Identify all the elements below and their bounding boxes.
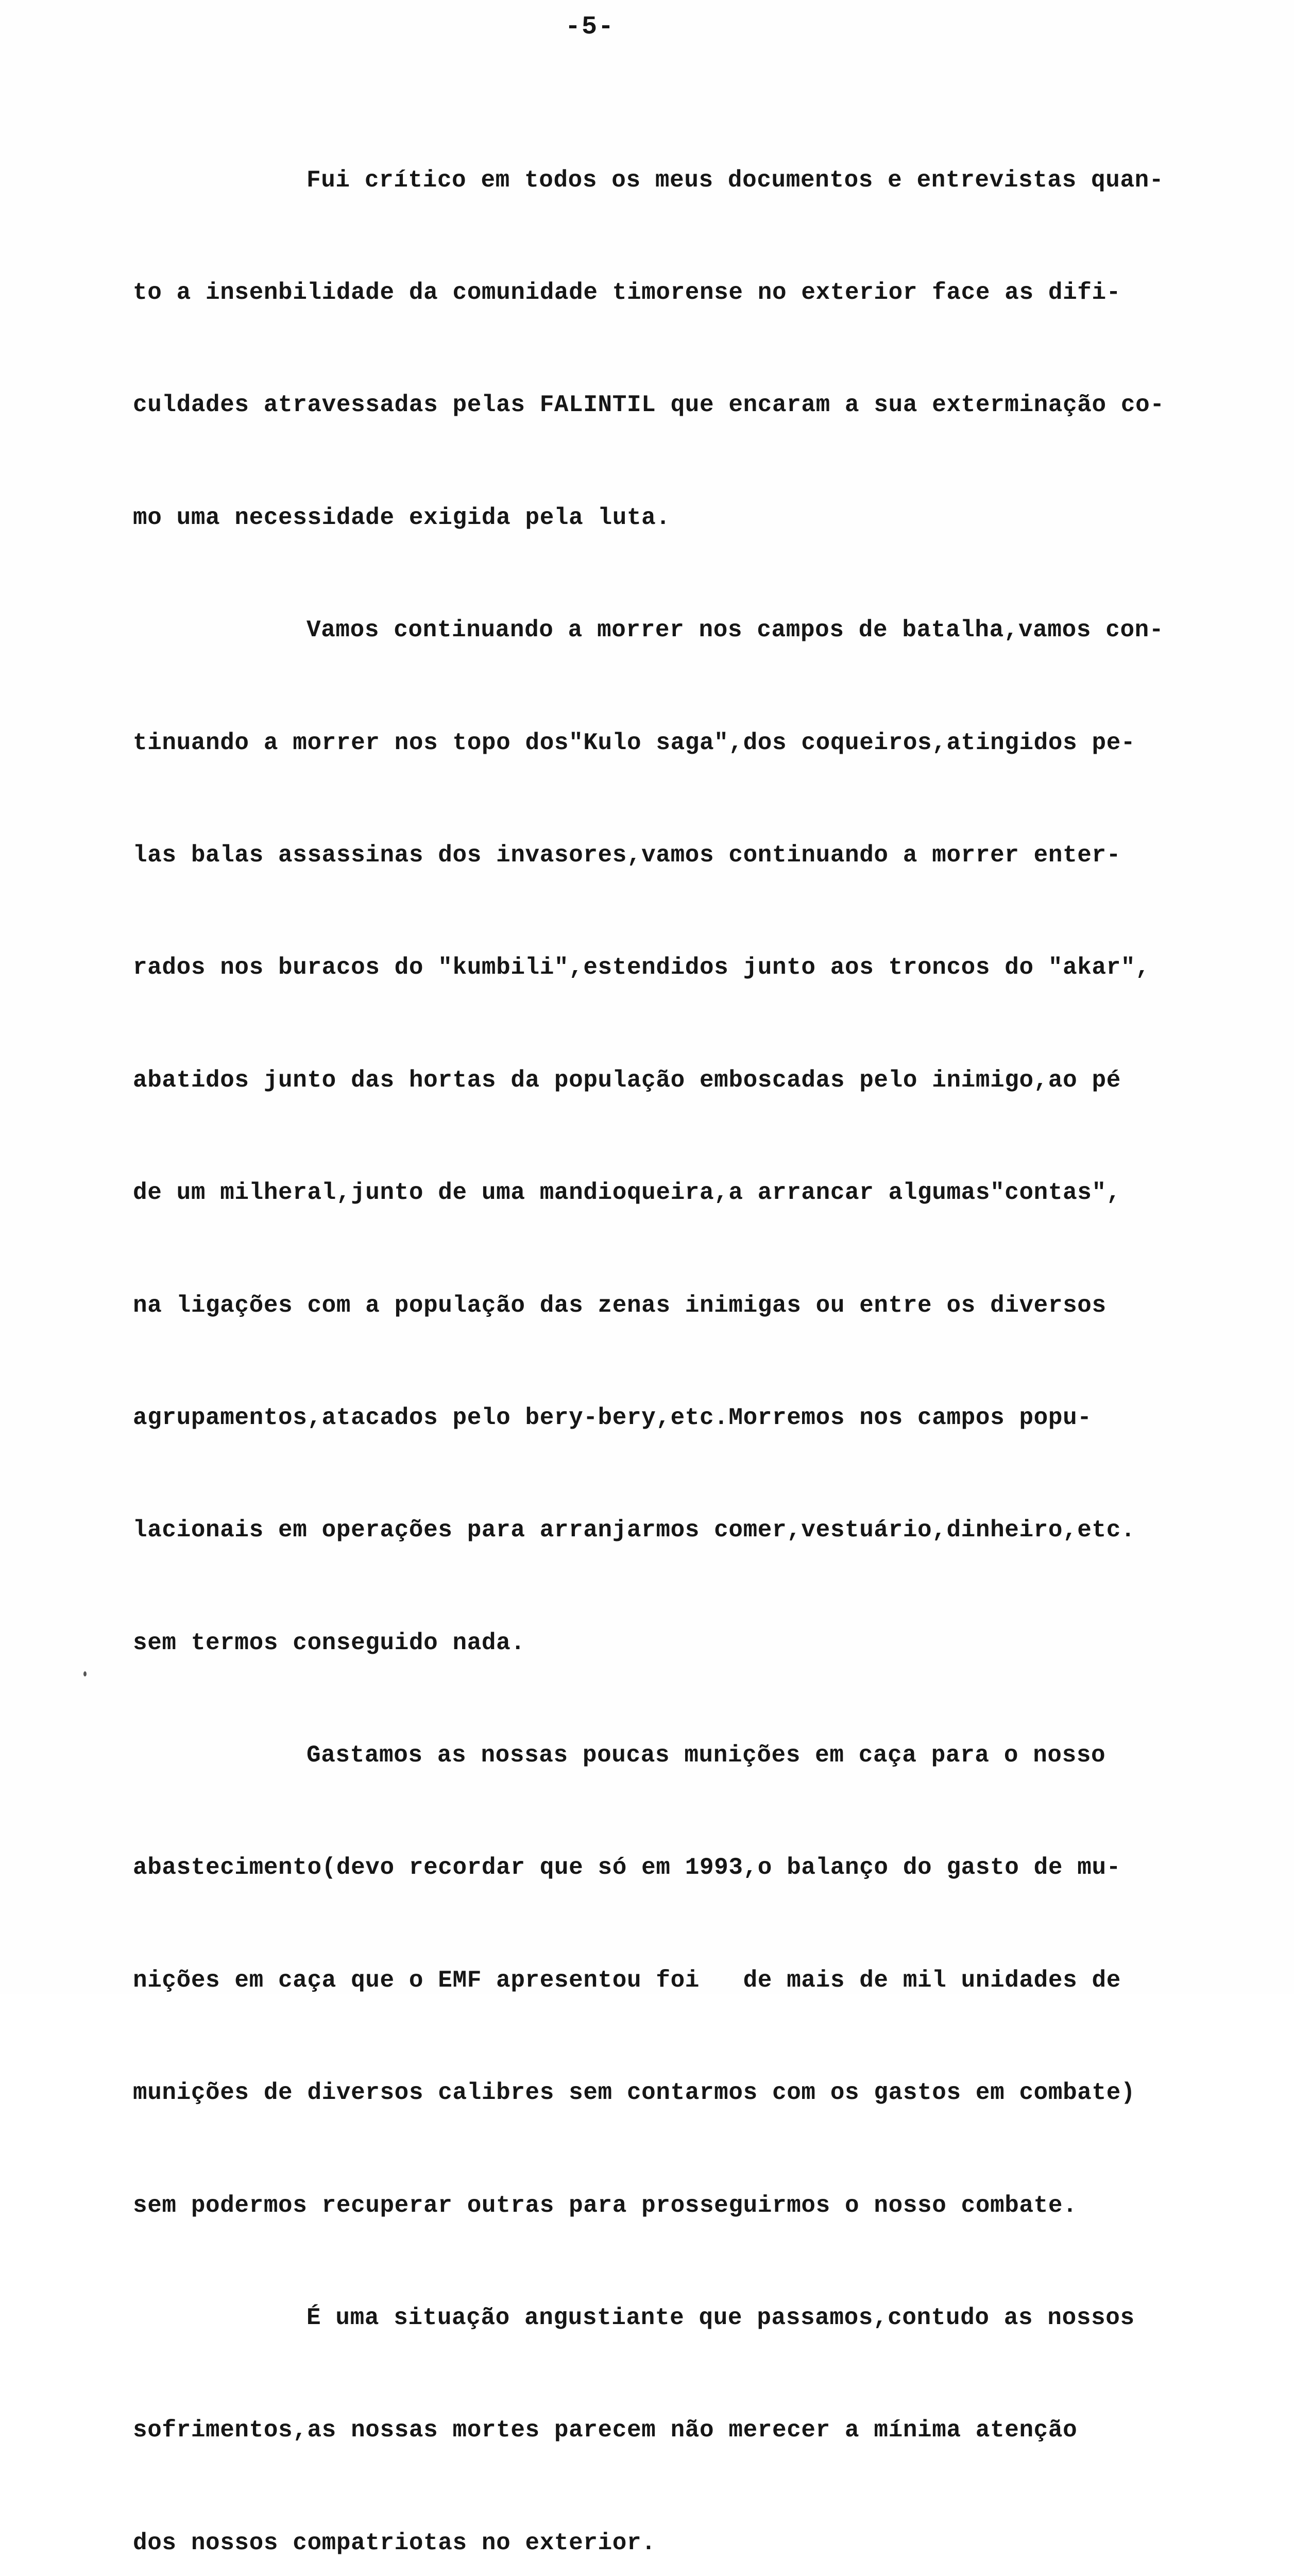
- page-number: -5-: [565, 12, 615, 42]
- text-line: dos nossos compatriotas no exterior.: [133, 2529, 656, 2556]
- text-line: munições de diversos calibres sem contarmos com os gastos em combate): [133, 2079, 1136, 2107]
- text-line: tinuando a morrer nos topo dos"Kulo saga",dos coqueiros,atingidos pe-: [133, 729, 1136, 756]
- text-line: na ligações com a população das zenas inimigas ou entre os diversos: [133, 1292, 1106, 1319]
- text-line: sofrimentos,as nossas mortes parecem não merecer a mínima atenção: [133, 2417, 1078, 2444]
- text-line: abastecimento(devo recordar que só em 1993,o balanço do gasto de mu-: [133, 1854, 1121, 1882]
- text-line: Fui crítico em todos os meus documentos e entrevistas quan-: [307, 166, 1164, 194]
- text-line: las balas assassinas dos invasores,vamos continuando a morrer enter-: [133, 841, 1121, 869]
- text-line: sem podermos recuperar outras para prosseguirmos o nosso combate.: [133, 2192, 1078, 2219]
- letter-body: [133, 87, 1210, 2576]
- text-line: to a insenbilidade da comunidade timorense no exterior face as difi-: [133, 279, 1121, 306]
- text-line: mo uma necessidade exigida pela luta.: [133, 504, 671, 531]
- text-line: lacionais em operações para arranjarmos comer,vestuário,dinheiro,etc.: [133, 1517, 1136, 1544]
- text-line: nições em caça que o EMF apresentou foi de mais de mil unidades de: [133, 1967, 1121, 1994]
- ink-mark: [83, 1671, 87, 1676]
- text-line: Vamos continuando a morrer nos campos de batalha,vamos con-: [307, 617, 1164, 644]
- text-line: sem termos conseguido nada.: [133, 1629, 525, 1656]
- text-line: É uma situação angustiante que passamos,contudo as nossos: [307, 2304, 1135, 2332]
- text-line: Gastamos as nossas poucas munições em caça para o nosso: [307, 1742, 1106, 1769]
- text-line: rados nos buracos do "kumbili",estendidos junto aos troncos do "akar",: [133, 954, 1150, 981]
- text-line: agrupamentos,atacados pelo bery-bery,etc.Morremos nos campos popu-: [133, 1404, 1092, 1431]
- text-line: de um milheral,junto de uma mandioqueira,a arrancar algumas"contas",: [133, 1179, 1121, 1207]
- text-line: abatidos junto das hortas da população emboscadas pelo inimigo,ao pé: [133, 1066, 1121, 1094]
- text-line: culdades atravessadas pelas FALINTIL que encaram a sua exterminação co-: [133, 392, 1165, 419]
